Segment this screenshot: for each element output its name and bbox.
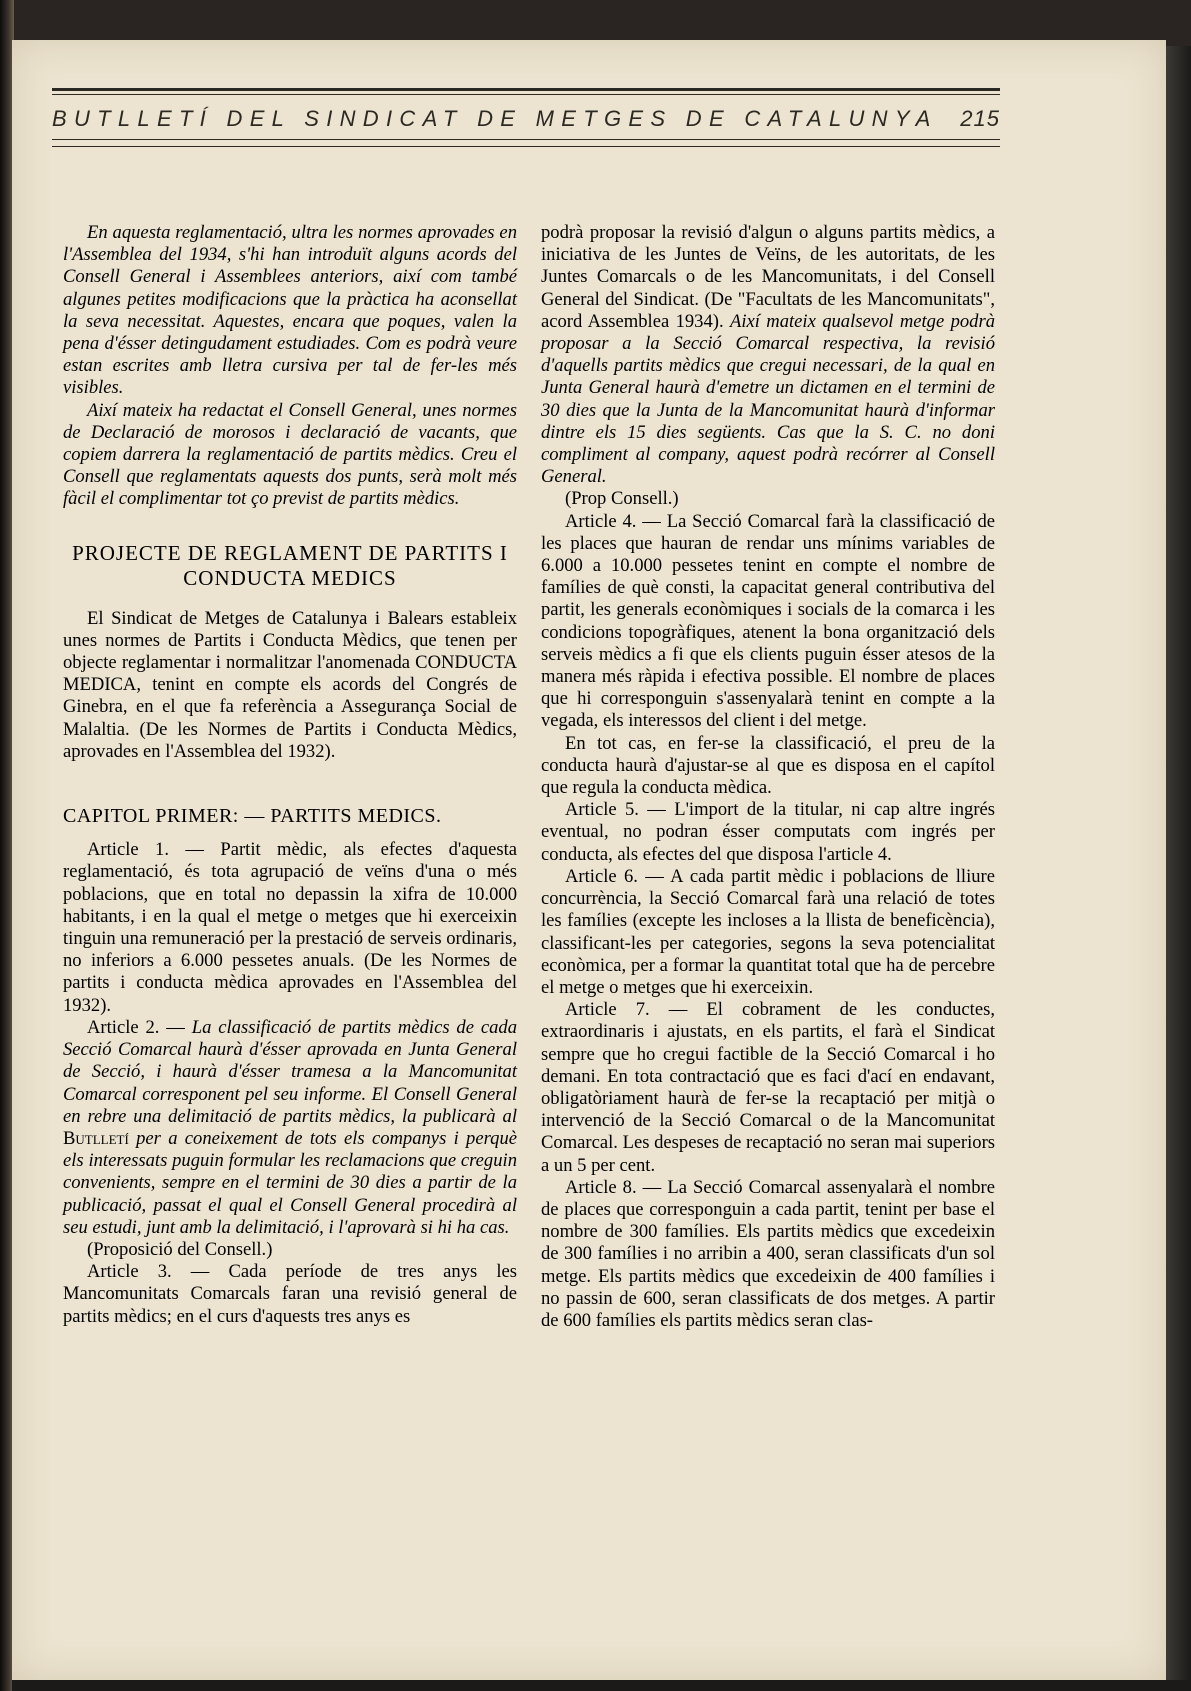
article-3-start: Article 3. — Cada període de tres anys les Mancomunitats Comarcals faran una revisió general de partits mèdics; en el curs d'aquests tres anys es — [63, 1261, 517, 1327]
article-7: Article 7. — El cobrament de les conductes, extraordinaris i ajustats, en els partits, el farà el Sindicat sempre que ho cregui factible de la Secció Comarcal i ho demani. En tota contractació que es faci d'ací en endavant, obligatòriament haurà de fer-se la recaptació per mitjà o intervenció de la Secció Comarcal o de la Mancomunitat Comarcal. Les despeses de recaptació no seran mai superiors a un 5 per cent. — [541, 999, 995, 1176]
header-row — [52, 95, 1000, 139]
article-2-italic-b: per a coneixement de tots els companys i perquè els interessats puguin formular les reclamacions que creguin convenients, sempre en el termini de 30 dies a partir de la publicació, passat el qual el Consell General procedirà al seu estudi, junt amb la delimitació, i l'aprovarà si hi ha cas. — [63, 1127, 517, 1238]
intro-paragraph-2: Així mateix ha redactat el Consell General, unes normes de Declaració de morosos i declaració de vacants, que copiem darrera la reglamentació de partits mèdics. Creu el Consell que reglamentats aquests dos punts, serà molt més fàcil el complimentar tot ço previst de partits mèdics. — [63, 399, 517, 510]
header-rule-top — [52, 88, 1000, 91]
article-4: Article 4. — La Secció Comarcal farà la classificació de les places que hauran de rendar uns mínims variables de 6.000 a 10.000 pessetes tenint en compte el nombre de famílies de què consti, la capacitat general contributiva del partit, les generals econòmiques i socials de la comarca i les condicions topogràfiques, atenent la bona organització dels serveis mèdics a fi que els clients puguin ésser atesos de la manera més ràpida i efectiva possible. El nombre de places que hi corresponguin s'assenyalarà tenint en compte a la vegada, els interessos del client i del metge. — [541, 510, 995, 732]
article-2 — [63, 1017, 517, 1239]
chapter-title: CAPITOL PRIMER: — PARTITS MEDICS. — [63, 805, 442, 828]
butlleti-word: Butlletí — [63, 1127, 129, 1149]
article-1: Article 1. — Partit mèdic, als efectes d'aquesta reglamentació, és tota agrupació de veïns d'una o més poblacions, que en total no depassin la xifra de 10.000 habitants, i en la qual el metge o metges que hi exerceixin tinguin una remuneració per la prestació de serveis ordinaris, no inferiors a 6.000 pessetes anuals. (De les Normes de partits i conducta mèdica aprovades en l'Assemblea del 1932). — [63, 839, 517, 1016]
right-column — [541, 222, 995, 1332]
article-3-source: (Prop Consell.) — [565, 488, 679, 510]
article-6: Article 6. — A cada partit mèdic i poblacions de lliure concurrència, la Secció Comarcal farà una relació de totes les famílies (excepte les incloses a la llista de beneficència), classificant-les per categories, segons la seva potencialitat econòmica, per a formar la quantitat total que ha de percebre el metge o metges que hi exerceixin. — [541, 865, 995, 998]
article-4-b: En tot cas, en fer-se la classificació, el preu de la conducta haurà d'ajustar-se al que es disposa en el capítol que regula la conducta mèdica. — [541, 732, 995, 799]
page-edge-bottom — [12, 1680, 1191, 1691]
page-edge-right — [1166, 46, 1191, 1691]
intro-paragraph-1: En aquesta reglamentació, ultra les normes aprovades en l'Assemblea del 1934, s'hi han introduït alguns acords del Consell General i Assemblees anteriors, així com també algunes petites modificacions que la pràctica ha aconsellat la seva necessitat. Aquestes, encara que poques, valen la pena d'ésser detingudament estudiades. Com es podrà veure estan escrites amb lletra cursiva per tal de fer-les més visibles. — [63, 222, 517, 399]
article-2-italic-a: La classificació de partits mèdics de cada Secció Comarcal haurà d'ésser aprovada en Junta General de Secció, i haurà d'ésser tramesa a la Mancomunitat Comarcal corresponent pel seu informe. El Consell General en rebre una delimitació de partits mèdics, la publicarà al — [63, 1016, 517, 1127]
article-3-cont-text: podrà proposar la revisió d'algun o alguns partits mèdics, a iniciativa de les Juntes de Veïns, de les autoritats, de les Juntes Comarcals o de les Mancomunitats, i del Consell General del Sindicat. (De "Facultats de les Mancomunitats", acord Assemblea 1934). — [541, 222, 995, 332]
article-2-label: Article 2. — — [87, 1016, 192, 1038]
header-rule-bottom-thin — [52, 146, 1000, 147]
journal-title: BUTLLETÍ DEL SINDICAT DE METGES DE CATALUNYA — [52, 106, 938, 131]
article-3-continued — [541, 222, 995, 488]
header-rule-bottom — [52, 139, 1000, 140]
running-header — [52, 88, 1000, 147]
article-2-source: (Proposició del Consell.) — [87, 1238, 273, 1260]
section-title: PROJECTE DE REGLAMENT DE PARTITS I CONDUCTA MEDICS — [72, 540, 508, 590]
article-5: Article 5. — L'import de la titular, ni cap altre ingrés eventual, no podran ésser computats com ingrés per conducta, als efectes del que disposa l'article 4. — [541, 799, 995, 865]
preamble-paragraph: El Sindicat de Metges de Catalunya i Balears estableix unes normes de Partits i Conducta Mèdics, que tenen per objecte reglamentar i normalitzar l'anomenada CONDUCTA MEDICA, tenint en compte els acords del Congrés de Ginebra, en el que fa referència a Assegurança Social de Malaltia. (De les Normes de Partits i Conducta Mèdics, aprovades en l'Assemblea del 1932). — [63, 607, 517, 762]
article-8: Article 8. — La Secció Comarcal assenyalarà el nombre de places que corresponguin a cada partit, tenint per base el nombre de 300 famílies. Els partits mèdics que excedeixin de 300 famílies i no arribin a 400, seran classificats d'un sol metge. Els partits mèdics que excedeixin de 400 famílies i no passin de 600, seran classificats de dos metges. A partir de 600 famílies els partits mèdics seran clas- — [541, 1176, 995, 1331]
left-column — [63, 222, 517, 1328]
page-number: 215 — [960, 106, 1000, 131]
article-3-italic: Així mateix qualsevol metge podrà proposar a la Secció Comarcal respectiva, la revisió d'aquells partits mèdics que cregui necessari, de la qual en Junta General haurà d'emetre un dictamen en el termini de 30 dies que la Junta de la Mancomunitat haurà d'informar dintre els 15 dies següents. Cas que la S. C. no doni compliment al company, aquest podrà recórrer al Consell General. — [541, 310, 995, 488]
